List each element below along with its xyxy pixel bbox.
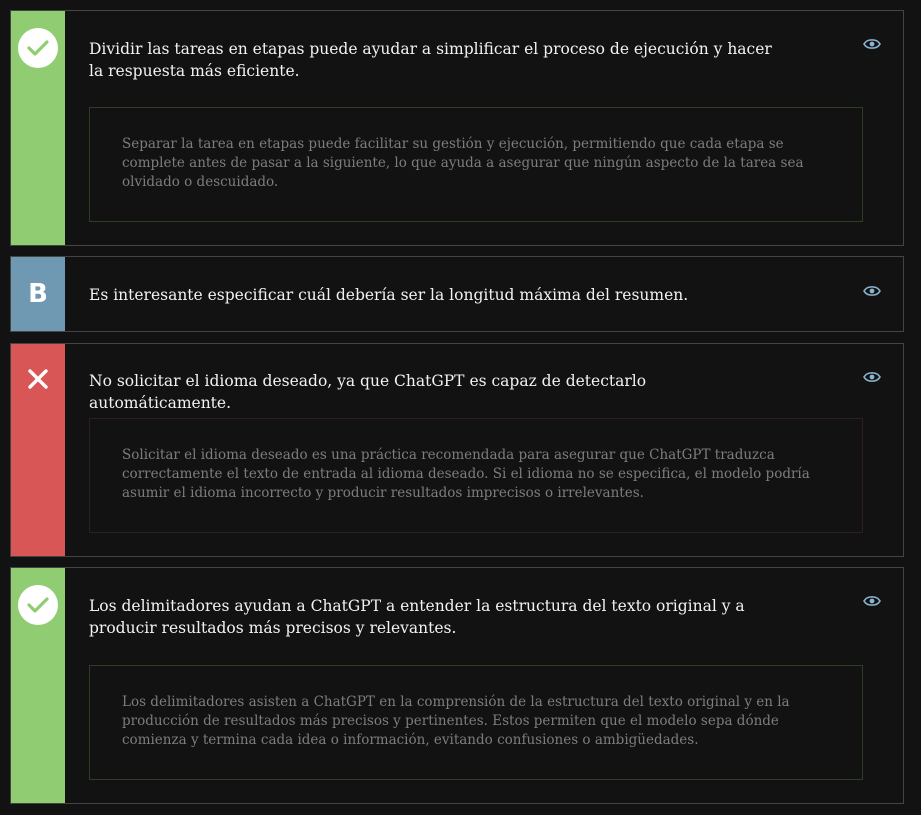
answer-title: Dividir las tareas en etapas puede ayudar a simplificar el proceso de ejecución y hacer la respuesta más eficiente. bbox=[89, 40, 772, 80]
x-icon bbox=[27, 368, 49, 556]
eye-icon[interactable] bbox=[863, 37, 881, 51]
answer-card-4 bbox=[10, 567, 904, 804]
answer-title: Los delimitadores ayudan a ChatGPT a entender la estructura del texto original y a producir resultados más precisos y relevantes. bbox=[89, 597, 745, 637]
eye-icon[interactable] bbox=[863, 284, 881, 298]
answer-card-2 bbox=[10, 256, 904, 332]
explanation-text: Solicitar el idioma deseado es una práctica recomendada para asegurar que ChatGPT traduzca correctamente el texto de entrada al idioma deseado. Si el idioma no se especifica, el modelo podría asumir el idioma incorrecto y producir resultados imprecisos o irrelevantes. bbox=[122, 447, 810, 501]
check-icon bbox=[18, 585, 58, 625]
eye-icon[interactable] bbox=[863, 594, 881, 608]
status-strip-correct bbox=[11, 568, 65, 803]
explanation-box bbox=[89, 418, 863, 533]
explanation-box bbox=[89, 107, 863, 222]
status-strip-wrong bbox=[11, 344, 65, 556]
explanation-text: Los delimitadores asisten a ChatGPT en la comprensión de la estructura del texto original y en la producción de resultados más precisos y pertinentes. Estos permiten que el modelo sepa dónde comienza y termina cada idea o información, evitando confusiones o ambigüedades. bbox=[122, 694, 790, 748]
status-strip-neutral bbox=[11, 257, 65, 331]
explanation-text: Separar la tarea en etapas puede facilitar su gestión y ejecución, permitiendo que cada etapa se complete antes de pasar a la siguiente, lo que ayuda a asegurar que ningún aspecto de la tarea sea olvidado o descuidado. bbox=[122, 136, 804, 190]
check-icon bbox=[18, 28, 58, 68]
option-letter: B bbox=[28, 279, 48, 309]
answer-card-1 bbox=[10, 10, 904, 246]
answer-card-3 bbox=[10, 343, 904, 557]
status-strip-correct bbox=[11, 11, 65, 245]
eye-icon[interactable] bbox=[863, 370, 881, 384]
explanation-box bbox=[89, 665, 863, 780]
answer-title: No solicitar el idioma deseado, ya que ChatGPT es capaz de detectarlo automáticamente. bbox=[89, 372, 647, 412]
answer-title: Es interesante especificar cuál debería ser la longitud máxima del resumen. bbox=[89, 286, 689, 304]
